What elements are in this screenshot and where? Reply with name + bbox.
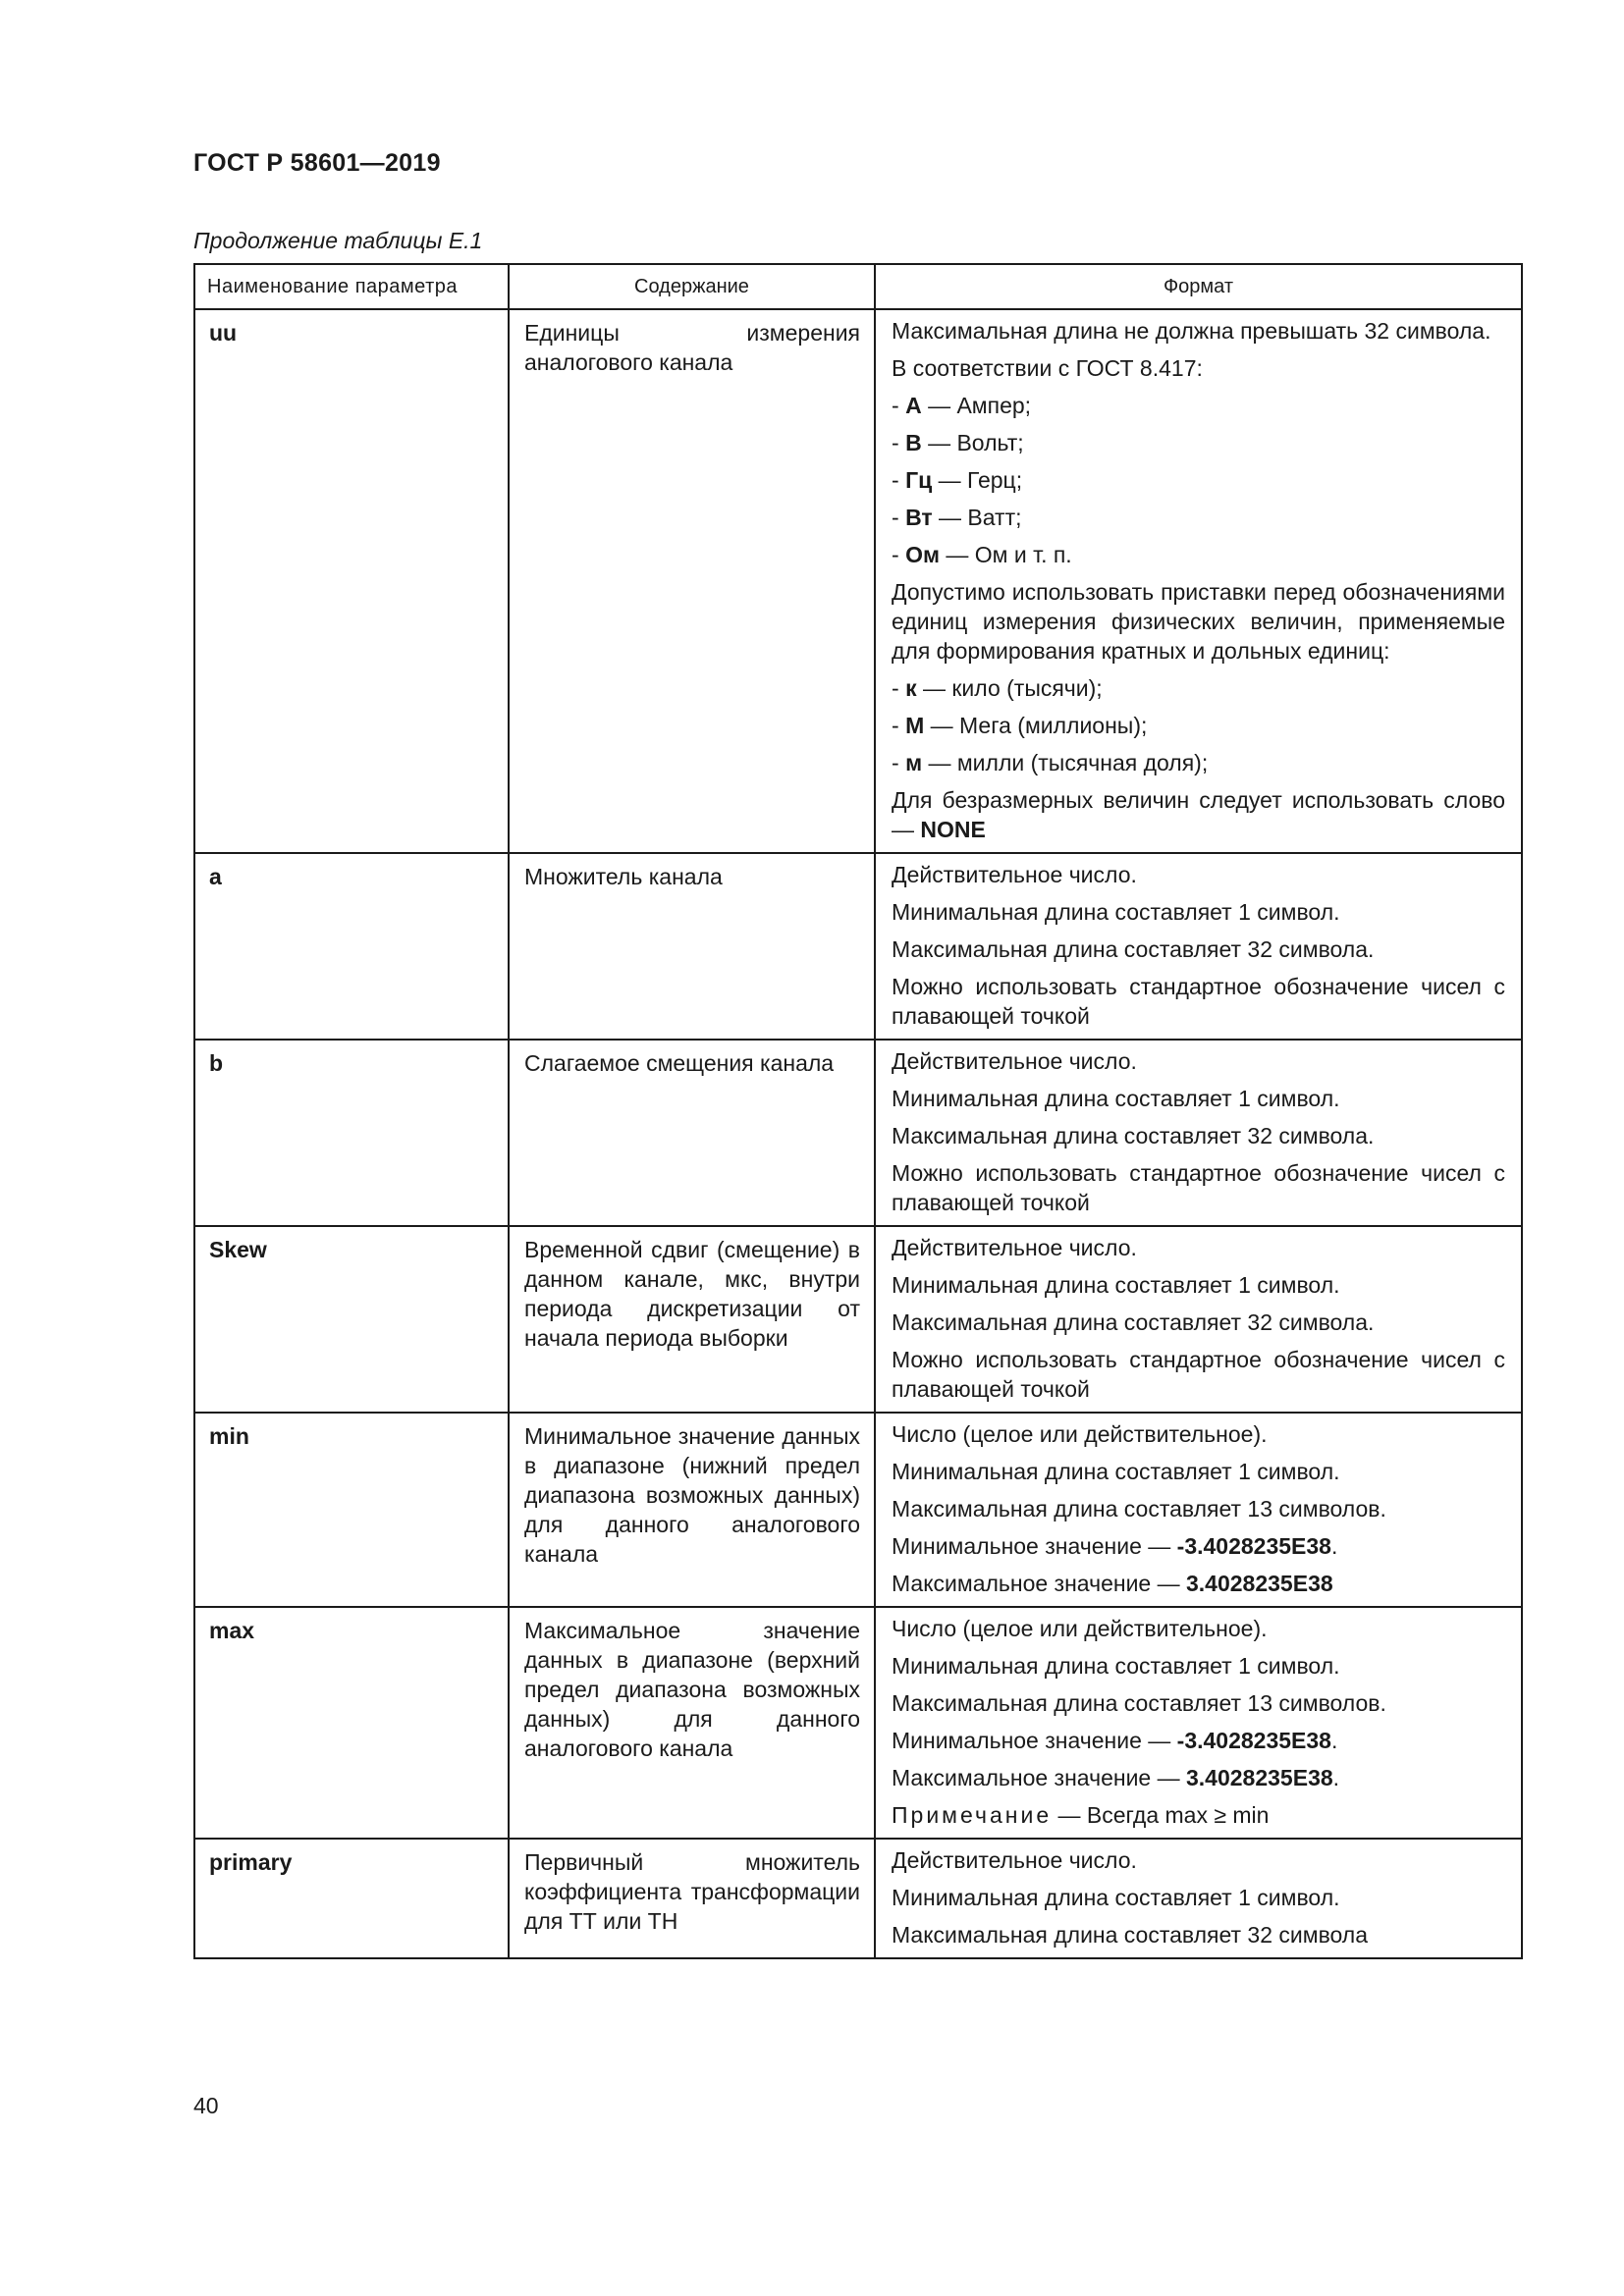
format-text: Действительное число. <box>892 1048 1137 1074</box>
format-line <box>892 1920 1505 1949</box>
format-text: Действительное число. <box>892 1847 1137 1873</box>
format-text: — Герц; <box>932 467 1023 493</box>
column-header-format: Формат <box>875 264 1522 309</box>
parameter-name-cell: b <box>194 1040 509 1226</box>
format-text: Максимальная длина не должна превышать 32 символа. <box>892 318 1491 344</box>
format-line <box>892 391 1505 420</box>
format-text: — Вольт; <box>921 430 1024 455</box>
parameter-name-cell: a <box>194 853 509 1040</box>
format-line <box>892 1845 1505 1875</box>
format-line <box>892 1046 1505 1076</box>
format-bold: м <box>905 750 923 775</box>
parameter-name-cell: primary <box>194 1839 509 1958</box>
format-line <box>892 1800 1505 1830</box>
parameter-format-cell <box>875 1607 1522 1839</box>
table-row <box>194 1607 1522 1839</box>
format-line <box>892 1308 1505 1337</box>
parameter-format-cell <box>875 309 1522 853</box>
format-text: Максимальная длина составляет 32 символа. <box>892 936 1375 962</box>
parameter-content-cell: Максимальное значение данных в диапазоне (верхний предел диапазона возможных данных) для данного аналогового канала <box>509 1607 875 1839</box>
table-row <box>194 1839 1522 1958</box>
format-text: Минимальное значение — <box>892 1533 1177 1559</box>
format-text: Максимальная длина составляет 32 символа <box>892 1922 1369 1948</box>
table-row <box>194 1226 1522 1413</box>
parameter-name-cell: uu <box>194 309 509 853</box>
format-text: Для безразмерных величин следует использовать слово — <box>892 787 1505 842</box>
format-prefix: - <box>892 505 906 530</box>
parameter-name-cell: min <box>194 1413 509 1607</box>
format-tail: . <box>1330 1728 1338 1753</box>
parameter-content-cell: Минимальное значение данных в диапазоне (нижний предел диапазона возможных данных) для данного аналогового канала <box>509 1413 875 1607</box>
format-prefix: - <box>892 675 906 701</box>
parameter-name-cell: Skew <box>194 1226 509 1413</box>
format-line <box>892 353 1505 383</box>
table-header-row <box>194 264 1522 309</box>
parameter-content-cell: Временной сдвиг (смещение) в данном канале, мкс, внутри периода дискретизации от начала периода выборки <box>509 1226 875 1413</box>
format-line <box>892 934 1505 964</box>
table-caption: Продолжение таблицы Е.1 <box>193 228 483 253</box>
format-prefix: - <box>892 713 906 738</box>
format-line <box>892 1345 1505 1404</box>
format-text: — Всегда max ≥ min <box>1052 1802 1270 1828</box>
format-bold: Вт <box>905 505 933 530</box>
parameter-content-cell: Единицы измерения аналогового канала <box>509 309 875 853</box>
format-bold-after: 3.4028235E38 <box>1186 1765 1333 1790</box>
page-number: 40 <box>193 2093 219 2118</box>
table-row <box>194 1413 1522 1607</box>
column-header-content: Содержание <box>509 264 875 309</box>
format-text: — Ватт; <box>932 505 1022 530</box>
format-prefix: - <box>892 393 906 418</box>
format-text: Максимальное значение — <box>892 1571 1186 1596</box>
table-row <box>194 309 1522 853</box>
parameter-format-cell <box>875 1226 1522 1413</box>
format-text: Максимальное значение — <box>892 1765 1186 1790</box>
format-line <box>892 1883 1505 1912</box>
format-text: Минимальная длина составляет 1 символ. <box>892 1272 1340 1298</box>
format-line <box>892 711 1505 740</box>
table-row <box>194 853 1522 1040</box>
format-line <box>892 1270 1505 1300</box>
format-line <box>892 1726 1505 1755</box>
format-line <box>892 1419 1505 1449</box>
format-line <box>892 1688 1505 1718</box>
format-line <box>892 1494 1505 1523</box>
parameter-content-cell: Слагаемое смещения канала <box>509 1040 875 1226</box>
format-text: Максимальная длина составляет 13 символов. <box>892 1496 1386 1522</box>
parameter-format-cell <box>875 1839 1522 1958</box>
format-line <box>892 1457 1505 1486</box>
format-line <box>892 1763 1505 1792</box>
format-bold: А <box>905 393 922 418</box>
format-text: — Ом и т. п. <box>939 542 1072 567</box>
format-text: Максимальная длина составляет 32 символа. <box>892 1309 1375 1335</box>
format-text: — милли (тысячная доля); <box>922 750 1209 775</box>
format-tail: . <box>1332 1765 1340 1790</box>
format-bold: В <box>905 430 922 455</box>
format-line <box>892 1158 1505 1217</box>
format-text: — кило (тысячи); <box>916 675 1103 701</box>
parameter-name-cell: max <box>194 1607 509 1839</box>
format-line <box>892 785 1505 844</box>
format-line <box>892 577 1505 666</box>
format-text: В соответствии с ГОСТ 8.417: <box>892 355 1203 381</box>
format-line <box>892 503 1505 532</box>
format-line <box>892 748 1505 777</box>
parameters-table <box>193 263 1523 1959</box>
format-prefix: - <box>892 542 906 567</box>
parameter-format-cell <box>875 1413 1522 1607</box>
format-line <box>892 972 1505 1031</box>
format-bold: М <box>905 713 925 738</box>
format-text: Можно использовать стандартное обозначение чисел с плавающей точкой <box>892 1347 1505 1402</box>
format-line <box>892 1651 1505 1681</box>
format-prefix: - <box>892 750 906 775</box>
format-line <box>892 1569 1505 1598</box>
format-tail: . <box>1330 1533 1338 1559</box>
format-bold: Гц <box>905 467 933 493</box>
format-prefix: - <box>892 467 906 493</box>
column-header-name: Наименование параметра <box>194 264 509 309</box>
format-text: Минимальная длина составляет 1 символ. <box>892 899 1340 925</box>
format-text: Минимальная длина составляет 1 символ. <box>892 1086 1340 1111</box>
format-line <box>892 673 1505 703</box>
document-header: ГОСТ Р 58601—2019 <box>193 149 441 177</box>
format-text: Минимальная длина составляет 1 символ. <box>892 1885 1340 1910</box>
format-spaced: Примечание <box>892 1802 1053 1828</box>
format-bold-after: -3.4028235E38 <box>1176 1728 1331 1753</box>
format-line <box>892 540 1505 569</box>
format-prefix: - <box>892 430 906 455</box>
format-line <box>892 897 1505 927</box>
format-line <box>892 1233 1505 1262</box>
format-bold: к <box>905 675 917 701</box>
format-line <box>892 1084 1505 1113</box>
format-line <box>892 1614 1505 1643</box>
format-text: Допустимо использовать приставки перед обозначениями единиц измерения физических величин, применяемые для формирования кратных и дольных единиц: <box>892 579 1505 664</box>
format-bold-after: 3.4028235E38 <box>1186 1571 1333 1596</box>
format-line <box>892 1531 1505 1561</box>
format-text: Минимальная длина составляет 1 символ. <box>892 1653 1340 1679</box>
format-text: Число (целое или действительное). <box>892 1421 1268 1447</box>
parameter-content-cell: Первичный множитель коэффициента трансформации для ТТ или ТН <box>509 1839 875 1958</box>
parameter-format-cell <box>875 1040 1522 1226</box>
format-text: Максимальная длина составляет 13 символов. <box>892 1690 1386 1716</box>
format-text: Максимальная длина составляет 32 символа. <box>892 1123 1375 1148</box>
format-bold-after: NONE <box>920 817 986 842</box>
format-text: Действительное число. <box>892 862 1137 887</box>
format-text: Минимальная длина составляет 1 символ. <box>892 1459 1340 1484</box>
format-text: Можно использовать стандартное обозначение чисел с плавающей точкой <box>892 974 1505 1029</box>
parameter-format-cell <box>875 853 1522 1040</box>
format-line <box>892 316 1505 346</box>
format-line <box>892 428 1505 457</box>
format-text: Можно использовать стандартное обозначение чисел с плавающей точкой <box>892 1160 1505 1215</box>
parameter-content-cell: Множитель канала <box>509 853 875 1040</box>
format-bold: Ом <box>905 542 940 567</box>
format-line <box>892 465 1505 495</box>
format-line <box>892 1121 1505 1150</box>
format-text: Действительное число. <box>892 1235 1137 1260</box>
format-text: — Мега (миллионы); <box>924 713 1148 738</box>
format-text: Минимальное значение — <box>892 1728 1177 1753</box>
format-text: — Ампер; <box>921 393 1032 418</box>
table-row <box>194 1040 1522 1226</box>
format-line <box>892 860 1505 889</box>
format-text: Число (целое или действительное). <box>892 1616 1268 1641</box>
format-bold-after: -3.4028235E38 <box>1176 1533 1331 1559</box>
